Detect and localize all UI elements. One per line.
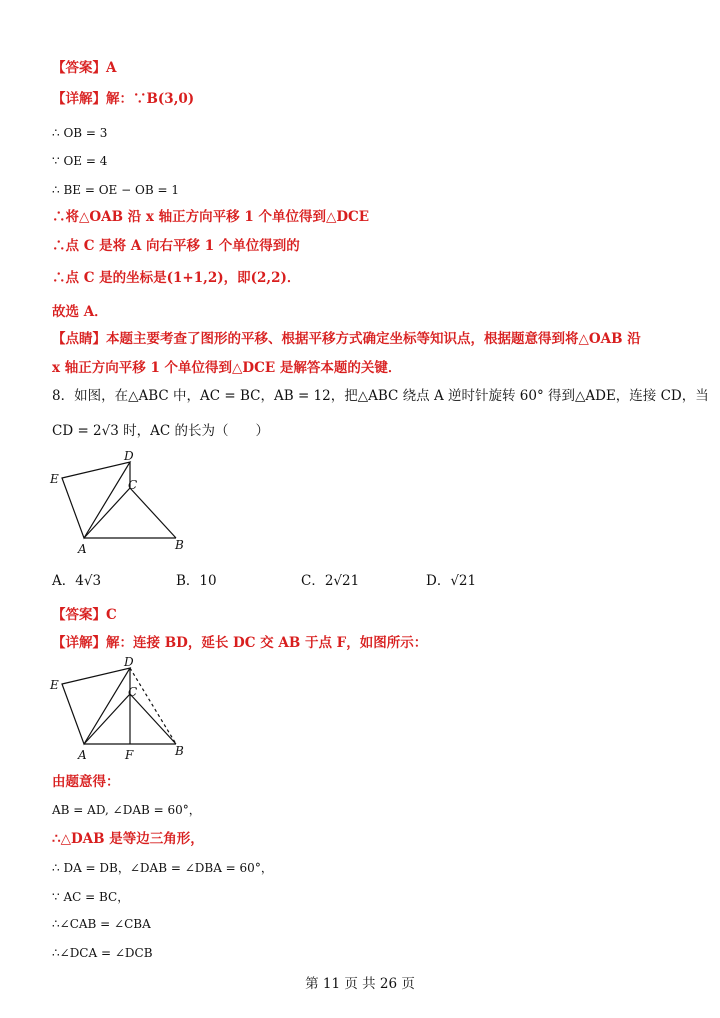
step-line: ∵ AC = BC， — [52, 890, 130, 904]
answer-value: A — [106, 60, 117, 76]
step-line: ∵ OE = 4 — [52, 154, 108, 168]
comment-tag: 【点睛】 — [52, 331, 106, 347]
fig-label: D — [124, 450, 134, 463]
detail-line — [52, 89, 194, 109]
answer-line-2 — [52, 605, 117, 625]
fig-label: E — [50, 678, 59, 692]
page-footer: 第 11 页 共 26 页 — [305, 976, 415, 992]
step-line: 由题意得： — [52, 774, 120, 790]
answer-tag: 【答案】 — [52, 607, 106, 623]
fig-label: F — [125, 748, 134, 762]
fig-label: B — [175, 538, 184, 552]
comment-text: 本题主要考查了图形的平移、根据平移方式确定坐标等知识点，根据题意得到将△OAB 沿 — [106, 331, 641, 347]
comment-line-2: x 轴正方向平移 1 个单位得到△DCE 是解答本题的关键． — [52, 360, 402, 376]
fig-label: A — [78, 542, 87, 556]
answer-value: C — [106, 607, 117, 623]
detail-line-2 — [52, 633, 427, 653]
answer-tag: 【答案】 — [52, 60, 106, 76]
answer-line — [52, 58, 116, 78]
question-figure — [44, 450, 204, 560]
solution-figure — [44, 656, 204, 766]
comment-line — [52, 329, 641, 349]
fig-label: D — [124, 656, 134, 669]
detail-tag: 【详解】 — [52, 91, 106, 107]
option-c: C．2√21 — [301, 573, 360, 589]
fig-label: A — [78, 748, 87, 762]
option-a: A．4√3 — [52, 573, 102, 589]
step-line: ∴ OB = 3 — [52, 126, 108, 140]
step-line: ∴点 C 是的坐标是(1+1,2)，即(2,2)． — [52, 270, 301, 286]
conclusion-line: 故选 A． — [52, 304, 108, 320]
fig-label: B — [175, 744, 184, 758]
question-8-line-2: CD = 2√3 时，AC 的长为（ ） — [52, 423, 269, 439]
fig-label: C — [128, 478, 138, 492]
step-line: ∴ DA = DB，∠DAB = ∠DBA = 60°， — [52, 861, 273, 875]
detail-text: 解：连接 BD，延长 DC 交 AB 于点 F，如图所示： — [106, 635, 428, 651]
step-line: ∴∠DCA = ∠DCB — [52, 946, 153, 960]
step-line: ∴将△OAB 沿 x 轴正方向平移 1 个单位得到△DCE — [52, 209, 370, 225]
option-d: D．√21 — [426, 573, 477, 589]
question-8-line-1: 8．如图，在△ABC 中，AC = BC，AB = 12，把△ABC 绕点 A 逆时针旋转 60° 得到△ADE，连接 CD，当 — [52, 388, 709, 404]
step-line: AB = AD, ∠DAB = 60°， — [52, 803, 201, 817]
detail-text: 解：∵B(3,0) — [106, 91, 195, 107]
step-line: ∴点 C 是将 A 向右平移 1 个单位得到的 — [52, 238, 300, 254]
step-line: ∴∠CAB = ∠CBA — [52, 917, 151, 931]
step-line: ∴△DAB 是等边三角形， — [52, 831, 204, 847]
fig-label: E — [50, 472, 59, 486]
fig-label: C — [128, 685, 138, 699]
step-line: ∴ BE = OE − OB = 1 — [52, 183, 179, 197]
option-b: B．10 — [176, 573, 217, 589]
detail-tag: 【详解】 — [52, 635, 106, 651]
